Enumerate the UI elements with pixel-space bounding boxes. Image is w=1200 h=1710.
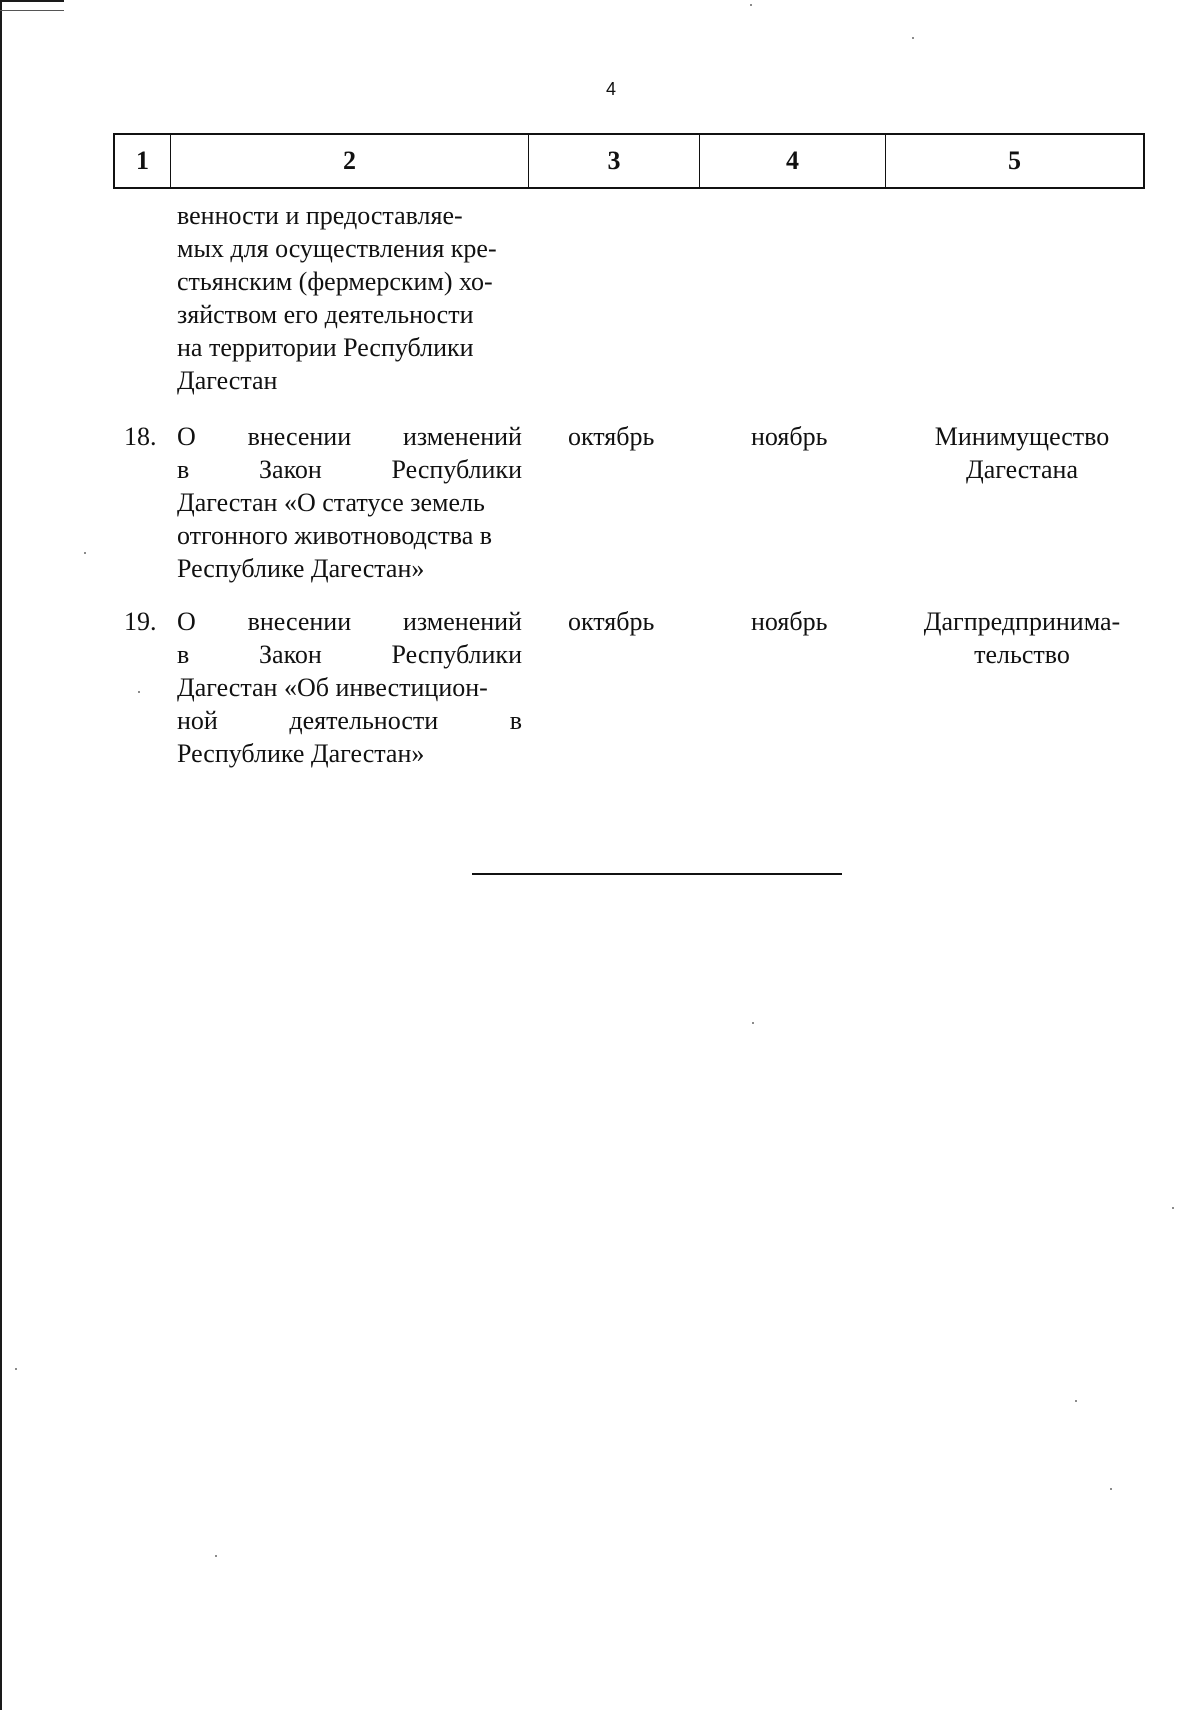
title-word: внесении xyxy=(247,422,352,451)
title-word: изменений xyxy=(402,607,522,636)
responsible-cell xyxy=(899,605,1145,671)
table-header-row xyxy=(113,133,1145,189)
title-word: Закон xyxy=(259,455,322,484)
continued-text-line: стьянским (фермерским) хо- xyxy=(177,267,493,296)
title-word: внесении xyxy=(247,607,352,636)
scan-speck xyxy=(1110,1488,1112,1490)
title-line xyxy=(177,605,522,638)
header-cell: 3 xyxy=(529,135,700,187)
continued-text-line: мых для осуществления кре- xyxy=(177,234,497,263)
header-cell: 1 xyxy=(115,135,171,187)
title-line xyxy=(177,671,522,704)
scan-speck xyxy=(15,1368,17,1370)
scan-edge xyxy=(0,0,2,1710)
responsible-line: тельство xyxy=(974,640,1070,669)
title-line xyxy=(177,704,522,737)
responsible-line: Дагпредпринима- xyxy=(923,607,1121,636)
title-word: отгонного животноводства в xyxy=(177,521,493,550)
header-cell: 5 xyxy=(1008,146,1021,175)
scan-speck xyxy=(1172,1207,1174,1209)
title-word: Республики xyxy=(391,640,522,669)
title-line xyxy=(177,519,522,552)
title-line xyxy=(177,453,522,486)
title-word: Республики xyxy=(391,455,522,484)
row-title xyxy=(177,605,522,770)
scan-speck xyxy=(752,1022,754,1024)
title-word: Республике Дагестан» xyxy=(177,739,425,768)
scan-speck xyxy=(215,1555,217,1557)
month-cell: ноябрь xyxy=(751,422,828,451)
header-cell: 2 xyxy=(171,135,529,187)
continued-text-line: венности и предоставляе- xyxy=(177,201,463,230)
end-rule xyxy=(472,873,842,875)
title-word: в xyxy=(177,640,190,669)
title-word: Дагестан «О статусе земель xyxy=(177,488,485,517)
month-cell: ноябрь xyxy=(751,607,828,636)
title-line xyxy=(177,420,522,453)
title-word: деятельности xyxy=(289,706,439,735)
title-line xyxy=(177,552,522,585)
title-word: изменений xyxy=(402,422,522,451)
continued-text-line: зяйством его деятельности xyxy=(177,300,474,329)
title-line xyxy=(177,737,522,770)
scan-edge xyxy=(0,10,64,11)
title-word: О xyxy=(177,422,196,451)
page-number: 4 xyxy=(605,79,616,99)
scan-speck xyxy=(1075,1400,1077,1402)
scan-speck xyxy=(84,552,86,554)
scan-speck xyxy=(912,37,914,39)
header-cell: 4 xyxy=(700,135,886,187)
title-word: в xyxy=(509,706,522,735)
title-line xyxy=(177,486,522,519)
title-line xyxy=(177,638,522,671)
scan-speck xyxy=(750,4,752,6)
title-word: О xyxy=(177,607,196,636)
responsible-line: Минимущество xyxy=(934,422,1110,451)
title-word: Дагестан «Об инвестицион- xyxy=(177,673,488,702)
scan-edge xyxy=(0,0,64,2)
title-word: Республике Дагестан» xyxy=(177,554,425,583)
row-number: 19. xyxy=(124,607,157,636)
month-cell: октябрь xyxy=(568,607,655,636)
title-word: Закон xyxy=(259,640,322,669)
title-word: в xyxy=(177,455,190,484)
responsible-line: Дагестана xyxy=(966,455,1078,484)
continued-text-line: на территории Республики xyxy=(177,333,474,362)
row-number: 18. xyxy=(124,422,157,451)
title-word: ной xyxy=(177,706,218,735)
continued-row-text xyxy=(177,199,522,397)
scan-speck xyxy=(138,691,140,693)
responsible-cell xyxy=(899,420,1145,486)
month-cell: октябрь xyxy=(568,422,655,451)
row-title xyxy=(177,420,522,585)
continued-text-line: Дагестан xyxy=(177,366,278,395)
